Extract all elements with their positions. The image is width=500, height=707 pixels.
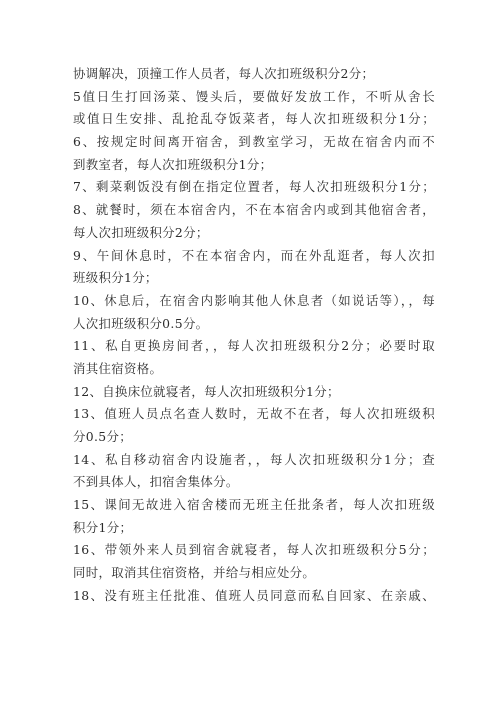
text-line: 6、按规定时间离开宿舍，到教室学习，无故在宿舍内而不 <box>73 134 435 150</box>
text-line: 11、私自更换房间者，，每人次扣班级积分2分；必要时取 <box>73 338 435 354</box>
text-line: 12、自换床位就寝者，每人次扣班级积分1分； <box>73 383 340 399</box>
document-body <box>73 63 435 608</box>
text-line: 10、休息后，在宿舍内影响其他人休息者（如说话等），，每 <box>73 292 435 308</box>
text-line: 18、没有班主任批准、值班人员同意而私自回家、在亲戚、 <box>73 587 435 603</box>
text-line: 协调解决，顶撞工作人员者，每人次扣班级积分2分； <box>73 66 375 81</box>
text-line: 消其住宿资格。 <box>73 360 163 376</box>
text-line: 5值日生打回汤菜、馒头后，要做好发放工作，不听从舍长 <box>73 88 435 104</box>
text-line: 或值日生安排、乱抢乱夺饭菜者，每人次扣班级积分1分； <box>73 111 435 127</box>
text-line: 同时，取消其住宿资格，并给与相应处分。 <box>73 565 316 581</box>
text-line: 16、带领外来人员到宿舍就寝者，每人次扣班级积分5分； <box>73 542 435 558</box>
text-line: 不到具体人，扣宿舍集体分。 <box>73 474 239 490</box>
text-line: 14、私自移动宿舍内设施者，，每人次扣班级积分1分；查 <box>73 451 435 467</box>
text-line: 7、剩菜剩饭没有倒在指定位置者，每人次扣班级积分1分； <box>73 179 435 195</box>
text-line: 13、值班人员点名查人数时，无故不在者，每人次扣班级积 <box>73 406 435 422</box>
text-line: 到教室者，每人次扣班级积分1分； <box>73 156 273 172</box>
text-line: 8、就餐时，须在本宿舍内，不在本宿舍内或到其他宿舍者， <box>73 202 435 218</box>
text-line: 每人次扣班级积分2分； <box>73 224 209 240</box>
text-line: 人次扣班级积分0.5分。 <box>73 315 209 331</box>
text-line: 9、午间休息时，不在本宿舍内，而在外乱逛者，每人次扣 <box>73 247 435 263</box>
text-line: 15、课间无故进入宿舍楼而无班主任批条者，每人次扣班级 <box>73 497 435 513</box>
text-line: 分0.5分； <box>73 429 132 444</box>
text-line: 班级积分1分； <box>73 270 158 286</box>
text-line: 积分1分； <box>73 519 133 535</box>
